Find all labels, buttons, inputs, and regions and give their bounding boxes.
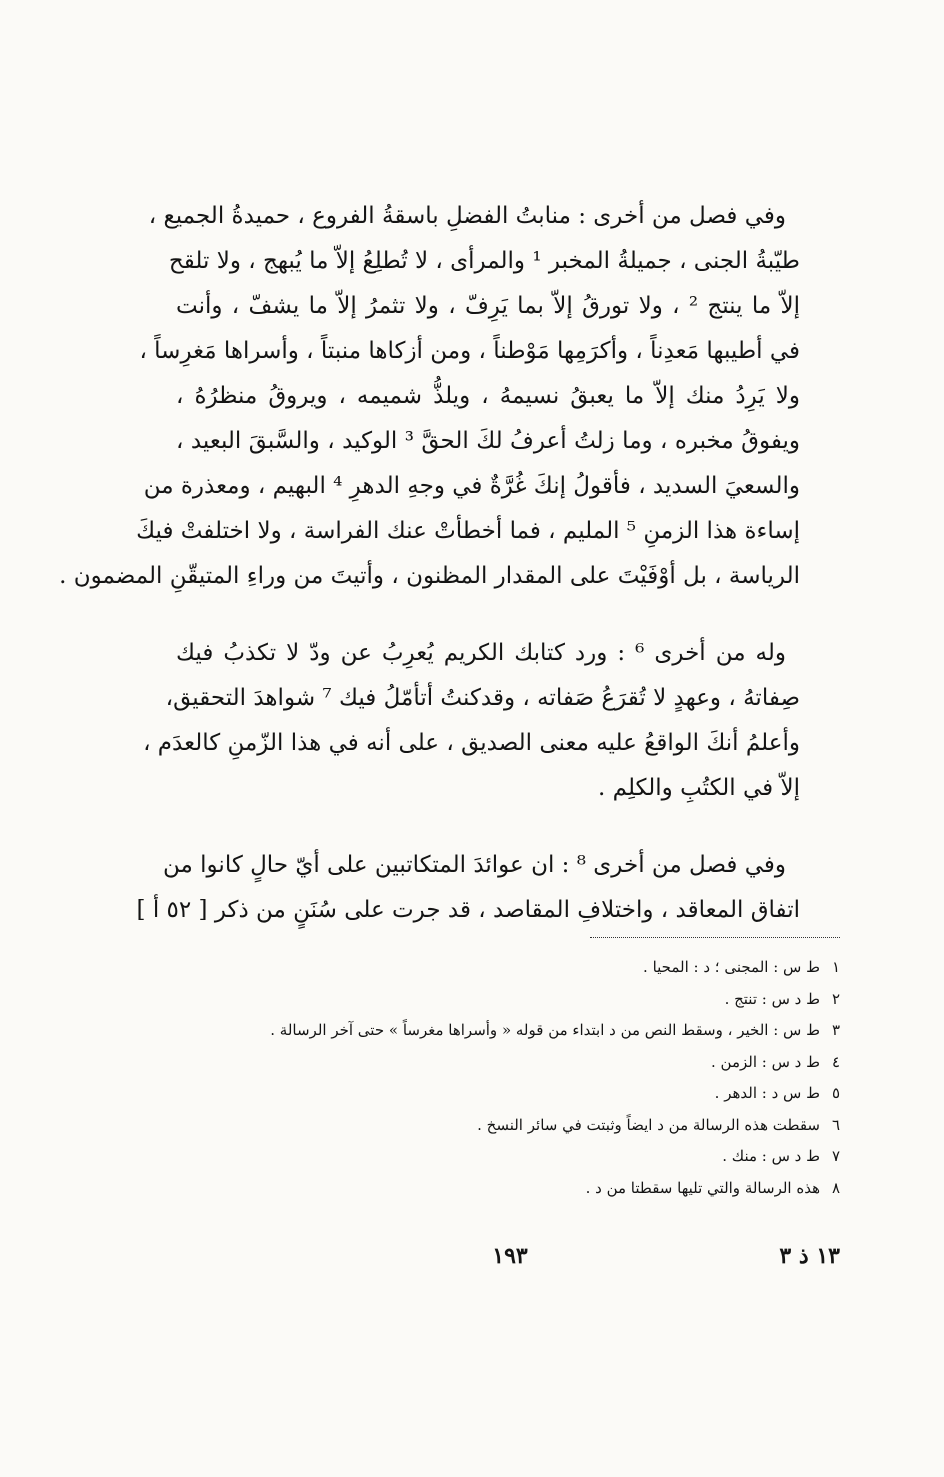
footnote-text: ط د س : الزمن . bbox=[711, 1052, 820, 1071]
footnote bbox=[160, 1141, 840, 1173]
text-line: طيّبةُ الجنى ، جميلةُ المخبر ¹ والمرأى ، لا تُطلِعُ إلاّ ما يُبهج ، ولا تلقح bbox=[168, 248, 800, 274]
footnote bbox=[160, 1173, 840, 1205]
footnote-number: ٢ bbox=[831, 989, 840, 1008]
footnote-number: ٤ bbox=[831, 1052, 840, 1071]
footnote-number: ٥ bbox=[831, 1084, 840, 1102]
text-line: وأعلمُ أنكَ الواقعُ عليه معنى الصديق ، على أنه في هذا الزّمنِ كالعدَم ، bbox=[143, 730, 800, 756]
footnotes bbox=[160, 952, 840, 1204]
text-line: ويفوقُ مخبره ، وما زلتُ أعرفُ لكَ الحقَّ ³ الوكيد ، والسَّبقَ البعيد ، bbox=[176, 428, 800, 454]
footnote-text: سقطت هذه الرسالة من د ايضاً وثبتت في سائر النسخ . bbox=[477, 1115, 820, 1134]
text-line: إلاّ في الكتُبِ والكلِم . bbox=[598, 775, 800, 801]
footnote-divider bbox=[590, 937, 840, 938]
text-line: في أطيبها مَعدِناً ، وأكرَمِها مَوْطناً ، ومن أزكاها منبتاً ، وأسراها مَغرِساً ، bbox=[139, 338, 800, 364]
footnote bbox=[160, 1078, 840, 1110]
footnote-text: ط س د : الدهر . bbox=[714, 1084, 820, 1102]
footnote-text: ط د س : تنتج . bbox=[724, 989, 820, 1008]
footnote-number: ٨ bbox=[831, 1178, 840, 1197]
footnote bbox=[160, 1047, 840, 1079]
text-line: اتفاق المعاقد ، واختلافِ المقاصد ، قد جرت على سُنَنٍ من ذكر [ ٥٢ أ ] bbox=[136, 897, 800, 923]
footnote bbox=[160, 1015, 840, 1047]
paragraph-3 bbox=[136, 843, 800, 933]
text-line: وفي فصل من أخرى : منابتُ الفضلِ باسقةُ الفروع ، حميدةُ الجميع ، bbox=[148, 203, 786, 229]
footnote-text: ط س : المجنى ؛ د : المحيا . bbox=[643, 958, 820, 976]
footnote-number: ٦ bbox=[831, 1115, 840, 1134]
text-line: وله من أخرى ⁶ : ورد كتابك الكريم يُعرِبُ عن ودّ لا تكذبُ فيك bbox=[176, 640, 786, 666]
footnote-text: هذه الرسالة والتي تليها سقطتا من د . bbox=[585, 1178, 820, 1197]
footnote-text: ط س : الخير ، وسقط النص من د ابتداء من قوله « وأسراها مغرساً » حتى آخر الرسالة . bbox=[270, 1021, 820, 1039]
footnote-number: ١ bbox=[831, 958, 840, 976]
footnote bbox=[160, 984, 840, 1016]
footnote-text: ط د س : منك . bbox=[722, 1147, 820, 1165]
footnote-number: ٣ bbox=[831, 1021, 840, 1039]
text-line: الرياسة ، بل أوْفَيْتَ على المقدار المظنون ، وأتيتَ من وراءِ المتيقّنِ المضمون . bbox=[59, 563, 800, 589]
text-line: إساءة هذا الزمنِ ⁵ المليم ، فما أخطأتْ عنك الفراسة ، ولا اختلفتْ فيكَ bbox=[136, 518, 800, 544]
page-number: ١٩٣ bbox=[492, 1243, 528, 1269]
footnote bbox=[160, 952, 840, 984]
text-line: والسعيَ السديد ، فأقولُ إنكَ غُرَّةٌ في وجهِ الدهرِ ⁴ البهيم ، ومعذرة من bbox=[143, 473, 800, 499]
paragraph-1 bbox=[59, 194, 800, 599]
text-line: وفي فصل من أخرى ⁸ : ان عوائدَ المتكاتبين على أيّ حالٍ كانوا من bbox=[163, 852, 786, 878]
footnote-number: ٧ bbox=[831, 1147, 840, 1165]
footnote bbox=[160, 1110, 840, 1142]
text-line: إلاّ ما ينتج ² ، ولا تورقُ إلاّ بما يَرِفّ ، ولا تثمرُ إلاّ ما يشفّ ، وأنت bbox=[176, 293, 800, 319]
paragraph-2 bbox=[143, 631, 800, 811]
text-line: صِفاتهُ ، وعهدٍ لا تُقرَعُ صَفاته ، وقدكنتُ أتأمّلُ فيك ⁷ شواهدَ التحقيق، bbox=[165, 685, 800, 711]
printer-signature: ١٣ ذ ٣ bbox=[779, 1243, 840, 1269]
main-text bbox=[59, 194, 800, 965]
text-line: ولا يَرِدُ منك إلاّ ما يعبقُ نسيمهُ ، ويلذُّ شميمه ، ويروقُ منظرُهُ ، bbox=[176, 383, 800, 409]
